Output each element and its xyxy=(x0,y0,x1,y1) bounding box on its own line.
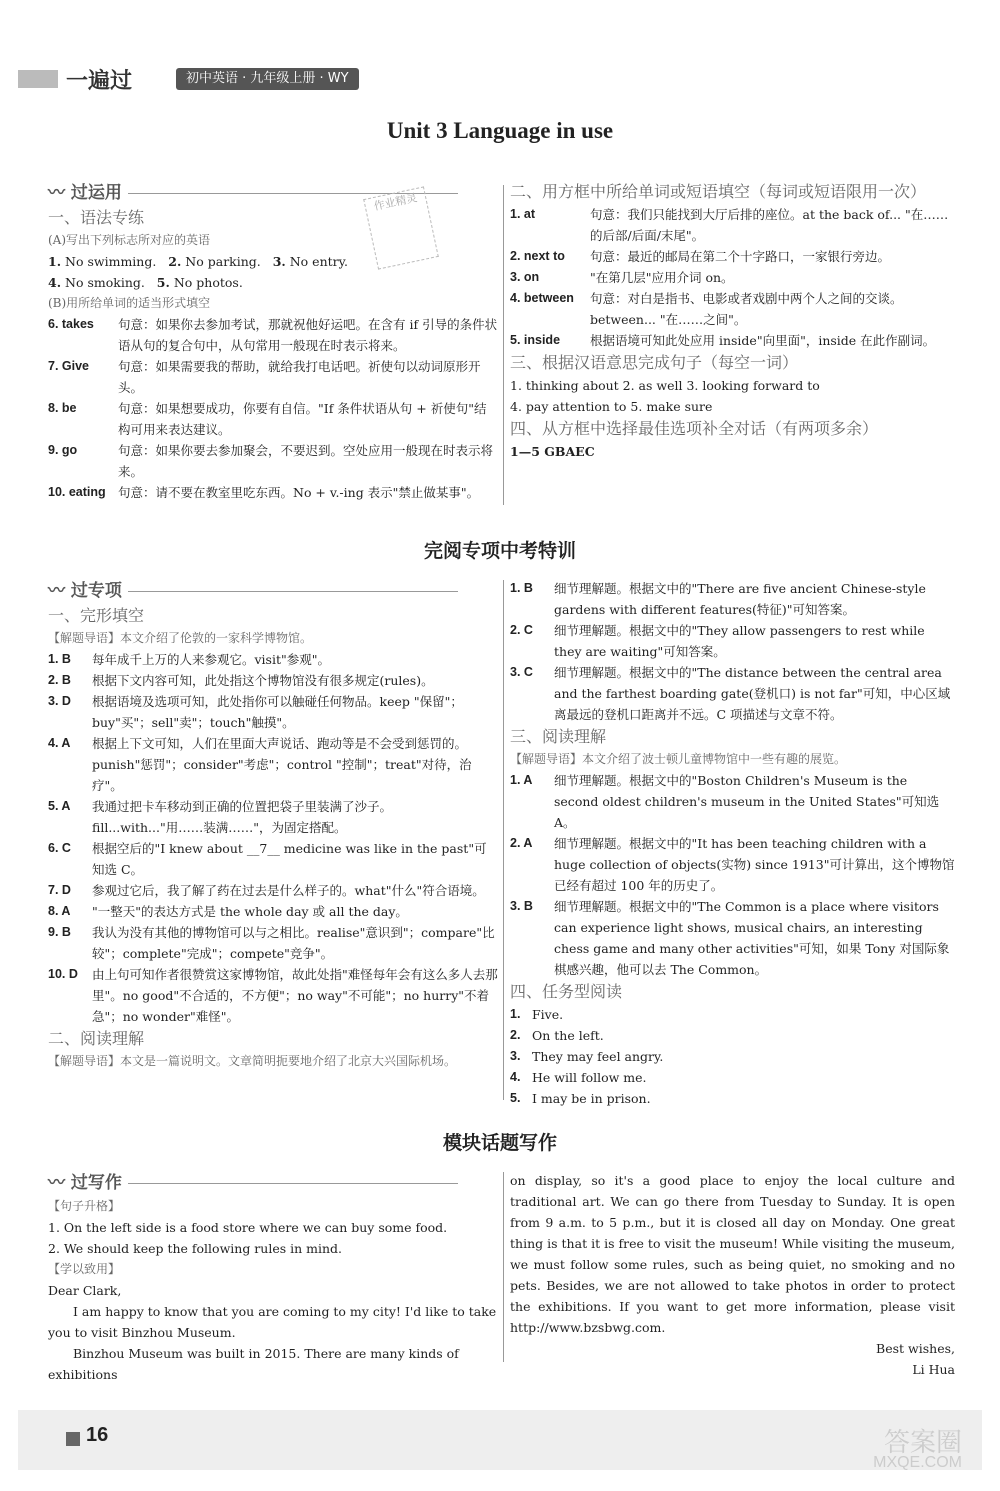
list-item: 5. inside 根据语境可知此处应用 inside"向里面"，inside 在此作副词。 xyxy=(510,333,936,348)
s1-right xyxy=(510,180,955,462)
list-item: 1. at 句意：我们只能找到大厅后排的座位。at the back of... "在……的后部/后面/末尾"。 xyxy=(510,207,949,243)
column-divider xyxy=(503,580,504,1100)
list-item: 1. B 细节理解题。根据文中的"There are five ancient Chinese-style gardens with different features(特征)"可知答案。 xyxy=(510,581,926,617)
s3-right xyxy=(510,1170,955,1380)
page-header xyxy=(18,64,398,94)
s1-right-line3: 1—5 GBAEC xyxy=(510,444,595,459)
s3-p2: Binzhou Museum was built in 2015. There are many kinds of exhibitions xyxy=(48,1346,459,1382)
page-number: 16 xyxy=(86,1424,109,1446)
list-item: 9. B 我认为没有其他的博物馆可以与之相比。realise"意识到"；compare"比较"；complete"完成"；compete"竞争"。 xyxy=(48,925,495,961)
list-item: 10. D 由上句可知作者很赞赏这家博物馆，故此处指"难怪每年会有这么多人去那里"。no good"不合适的，不方便"；no way"不可能"；no hurry"不着急"；no wonder"难怪"。 xyxy=(48,967,498,1024)
s2-guide2: 【解题导语】本文是一篇说明文。文章简明扼要地介绍了北京大兴国际机场。 xyxy=(48,1054,457,1068)
s3-right-text: on display, so it's a good place to enjoy the local culture and traditional art. We can go there from Tuesday to Sunday. It is open from 9 a.m. to 5 p.m., but it is closed all day on Monday. One great thing is that it is free to visit the museum! While visiting the museum, we must follow some rules, such as being quiet, no smoking and no pets. Besides, we are not allowed to take photos in order to protect the exhibitions. If you want to get more information, please visit http://www.bzsbwg.com. xyxy=(510,1173,955,1335)
s1-b-tag: (B)用所给单词的适当形式填空 xyxy=(48,296,211,310)
s3-greet: Dear Clark, xyxy=(48,1283,122,1298)
s2-left-sub: 一、完形填空 xyxy=(48,606,145,625)
column-divider xyxy=(503,185,504,505)
s2-right-guide: 【解题导语】本文介绍了波士顿儿童博物馆中一些有趣的展览。 xyxy=(510,752,847,766)
watermark-url: MXQE.COM xyxy=(873,1454,962,1471)
s3-left xyxy=(48,1170,498,1385)
s1-right-line1: 1. thinking about 2. as well 3. looking forward to xyxy=(510,378,820,393)
list-item: 2. B 根据下文内容可知，此处指这个博物馆没有很多规定(rules)。 xyxy=(48,673,434,688)
s2-right xyxy=(510,578,955,1109)
s2-right-sub: 三、阅读理解 xyxy=(510,727,607,746)
list-item: 6. C 根据空后的"I knew about __7__ medicine was like in the past"可知选 C。 xyxy=(48,841,487,877)
list-item: 3. D 根据语境及选项可知，此处指你可以触碰任何物品。keep "保留"；buy"买"；sell"卖"；touch"触摸"。 xyxy=(48,694,463,730)
s2-right-sub2: 四、任务型阅读 xyxy=(510,982,623,1001)
watermark: 答案圈 xyxy=(883,1428,962,1458)
s1-a-row2: 4. No smoking. 5. No photos. xyxy=(48,275,243,290)
s1-a-row1: 1. No swimming. 2. No parking. 3. No entry. xyxy=(48,254,348,269)
list-item: 10. eating 句意：请不要在教室里吃东西。No + v.-ing 表示"禁止做某事"。 xyxy=(48,485,480,500)
s3-tag2: 【学以致用】 xyxy=(48,1262,121,1276)
column-divider xyxy=(503,1172,504,1362)
s3-close: Best wishes, xyxy=(876,1341,955,1356)
list-item: 4. A 根据上下文可知，人们在里面大声说话、跑动等是不会受到惩罚的。punish"惩罚"；consider"考虑"；control "控制"；treat"对待，治疗"。 xyxy=(48,736,472,793)
list-item: 2. C 细节理解题。根据文中的"They allow passengers to rest while they are waiting"可知答案。 xyxy=(510,623,925,659)
list-item: 7. Give 句意：如果需要我的帮助，就给我打电话吧。祈使句以动词原形开头。 xyxy=(48,359,481,395)
list-item: 2. next to 句意：最近的邮局在第二个十字路口，一家银行旁边。 xyxy=(510,249,891,264)
s1-right-sub2: 三、根据汉语意思完成句子（每空一词） xyxy=(510,353,799,372)
list-item: 8. A "一整天"的表达方式是 the whole day 或 all the day。 xyxy=(48,904,408,919)
breadcrumb: 初中英语 · 九年级上册 · WY xyxy=(176,68,359,90)
list-item: 1. A 细节理解题。根据文中的"Boston Children's Museum is the second oldest children's museum in the United States"可知选 A。 xyxy=(510,773,940,830)
s1-right-sub1: 二、用方框中所给单词或短语填空（每词或短语限用一次） xyxy=(510,182,927,201)
s2-left-sub2: 二、阅读理解 xyxy=(48,1029,145,1048)
s3-sign: Li Hua xyxy=(912,1362,955,1377)
s2-title: 完阅专项中考特训 xyxy=(423,540,576,562)
s1-right-line2: 4. pay attention to 5. make sure xyxy=(510,399,713,414)
s3-left-head: 〰 过写作 xyxy=(48,1170,498,1196)
list-item: 7. D 参观过它后，我了解了药在过去是什么样子的。what"什么"符合语境。 xyxy=(48,883,485,898)
s3-l2: 2. We should keep the following rules in mind. xyxy=(48,1241,343,1256)
list-item: 4. He will follow me. xyxy=(510,1070,647,1085)
stamp-logo: 作业精灵 xyxy=(363,186,439,269)
s3-l1: 1. On the left side is a food store where we can buy some food. xyxy=(48,1220,448,1235)
header-bar xyxy=(18,70,58,88)
s1-a-tag: (A)写出下列标志所对应的英语 xyxy=(48,233,211,247)
s2-left-head: 〰 过专项 xyxy=(48,578,498,604)
list-item: 2. On the left. xyxy=(510,1028,604,1043)
list-item: 1. B 每年成千上万的人来参观它。visit"参观"。 xyxy=(48,652,330,667)
s2-left xyxy=(48,578,498,1072)
brand-logo: 一遍过 xyxy=(66,69,133,94)
list-item: 4. between 句意：对白是指书、电影或者戏剧中两个人之间的交谈。between... "在……之间"。 xyxy=(510,291,903,327)
s2-guide: 【解题导语】本文介绍了伦敦的一家科学博物馆。 xyxy=(48,631,313,645)
page-marker xyxy=(66,1432,80,1446)
s3-title: 模块话题写作 xyxy=(442,1132,557,1154)
list-item: 3. on "在第几层"应用介词 on。 xyxy=(510,270,734,285)
list-item: 1. Five. xyxy=(510,1007,564,1022)
s3-tag1: 【句子升格】 xyxy=(48,1199,121,1213)
list-item: 3. C 细节理解题。根据文中的"The distance between the central area and the farthest boarding gate(登机口) is not far"可知，中心区域离最远的登机口距离并不远。C 项描述与文章不符。 xyxy=(510,665,951,722)
list-item: 3. B 细节理解题。根据文中的"The Common is a place where visitors can experience light shows, musical chairs, an interesting chess game and many other activities"可知，如果 Tony 对国际象棋感兴趣，他可以去 The Common。 xyxy=(510,899,950,977)
list-item: 2. A 细节理解题。根据文中的"It has been teaching children with a huge collection of objects(实物) since 1913"可计算出，这个博物馆已经有超过 100 年的历史了。 xyxy=(510,836,955,893)
list-item: 9. go 句意：如果你要去参加聚会，不要迟到。空处应用一般现在时表示将来。 xyxy=(48,443,494,479)
s1-right-sub3: 四、从方框中选择最佳选项补全对话（有两项多余） xyxy=(510,419,879,438)
page-footer xyxy=(18,1410,982,1470)
list-item: 3. They may feel angry. xyxy=(510,1049,664,1064)
list-item: 5. A 我通过把卡车移动到正确的位置把袋子里装满了沙子。fill...with..."用……装满……"，为固定搭配。 xyxy=(48,799,393,835)
unit-title: Unit 3 Language in use xyxy=(386,118,614,143)
list-item: 5. I may be in prison. xyxy=(510,1091,651,1106)
s3-p1: I am happy to know that you are coming to my city! I'd like to take you to visit Binzhou Museum. xyxy=(48,1304,497,1340)
s1-left-sub: 一、语法专练 xyxy=(48,208,145,227)
list-item: 8. be 句意：如果想要成功，你要有自信。"If 条件状语从句 + 祈使句"结构可用来表达建议。 xyxy=(48,401,487,437)
s1-left-head: 〰 过运用 xyxy=(48,180,498,206)
list-item: 6. takes 句意：如果你去参加考试，那就祝他好运吧。在含有 if 引导的条件状语从句的复合句中，从句常用一般现在时表示将来。 xyxy=(48,317,498,353)
